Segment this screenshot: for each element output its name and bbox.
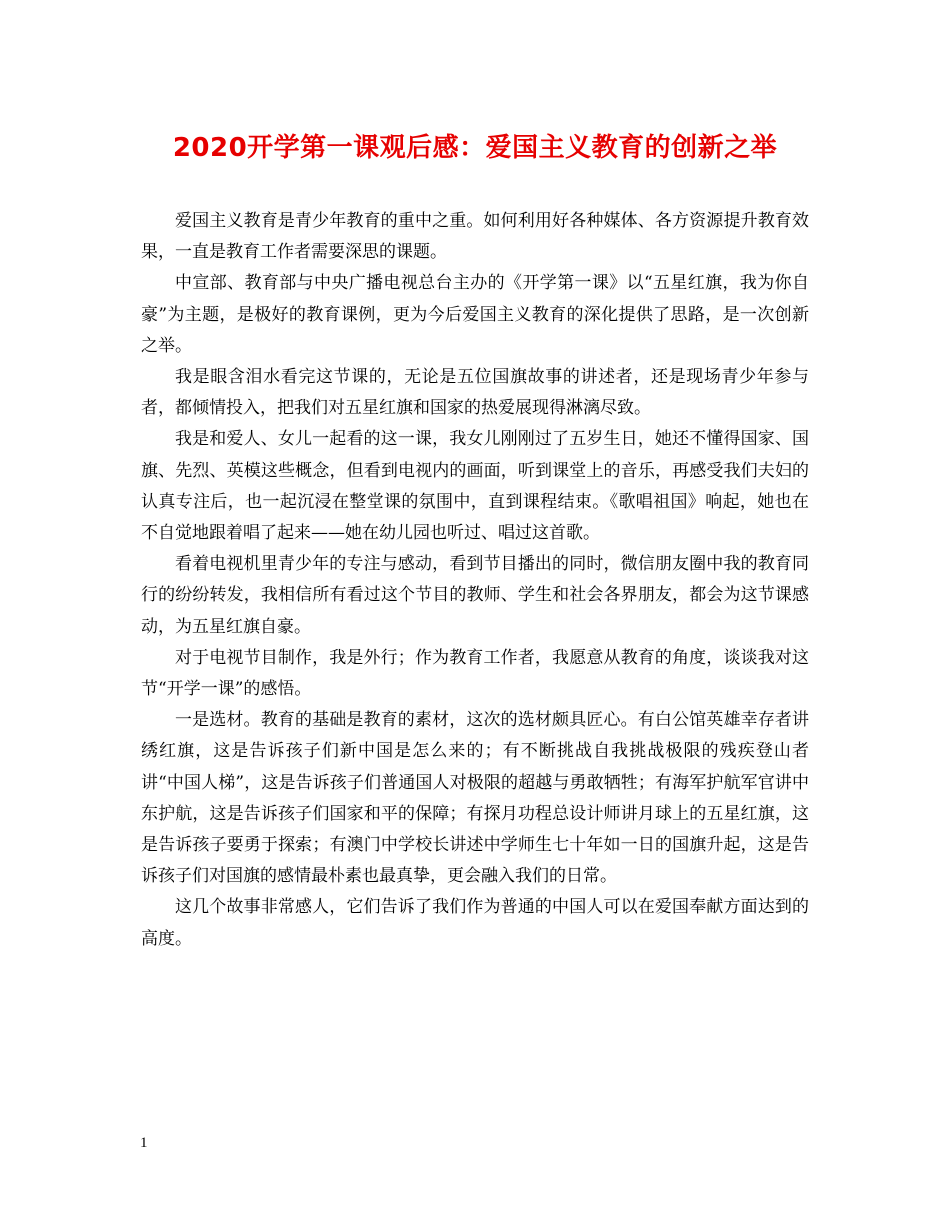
paragraph: 我是和爱人、女儿一起看的这一课，我女儿刚刚过了五岁生日，她还不懂得国家、国旗、先烈、英模这些概念，但看到电视内的画面，听到课堂上的音乐，再感受我们夫妇的认真专注后，也一起沉浸在整堂课的氛围中，直到课程结束。《歌唱祖国》响起，她也在不自觉地跟着唱了起来——她在幼儿园也听过、唱过这首歌。 <box>141 429 809 544</box>
document-body <box>141 206 809 955</box>
page-number: 1 <box>140 1135 148 1151</box>
paragraph: 一是选材。教育的基础是教育的素材，这次的选材颇具匠心。有白公馆英雄幸存者讲绣红旗，这是告诉孩子们新中国是怎么来的；有不断挑战自我挑战极限的残疾登山者讲“中国人梯”，这是告诉孩子们普通国人对极限的超越与勇敢牺牲；有海军护航军官讲中东护航，这是告诉孩子们国家和平的保障；有探月功程总设计师讲月球上的五星红旗，这是告诉孩子要勇于探索；有澳门中学校长讲述中学师生七十年如一日的国旗升起，这是告诉孩子们对国旗的感情最朴素也最真挚，更会融入我们的日常。 <box>141 710 809 887</box>
paragraph: 对于电视节目制作，我是外行；作为教育工作者，我愿意从教育的角度，谈谈我对这节“开学一课”的感悟。 <box>141 647 809 700</box>
paragraph: 爱国主义教育是青少年教育的重中之重。如何利用好各种媒体、各方资源提升教育效果，一直是教育工作者需要深思的课题。 <box>141 211 809 263</box>
paragraph: 看着电视机里青少年的专注与感动，看到节目播出的同时，微信朋友圈中我的教育同行的纷纷转发，我相信所有看过这个节目的教师、学生和社会各界朋友，都会为这节课感动，为五星红旗自豪。 <box>141 554 809 637</box>
paragraph: 这几个故事非常感人，它们告诉了我们作为普通的中国人可以在爱国奉献方面达到的高度。 <box>141 897 809 949</box>
paragraph: 我是眼含泪水看完这节课的，无论是五位国旗故事的讲述者，还是现场青少年参与者，都倾情投入，把我们对五星红旗和国家的热爱展现得淋漓尽致。 <box>141 367 809 419</box>
document-title: 2020开学第一课观后感：爱国主义教育的创新之举 <box>172 133 778 163</box>
paragraph: 中宣部、教育部与中央广播电视总台主办的《开学第一课》以“五星红旗，我为你自豪”为主题，是极好的教育课例，更为今后爱国主义教育的深化提供了思路，是一次创新之举。 <box>141 273 809 356</box>
